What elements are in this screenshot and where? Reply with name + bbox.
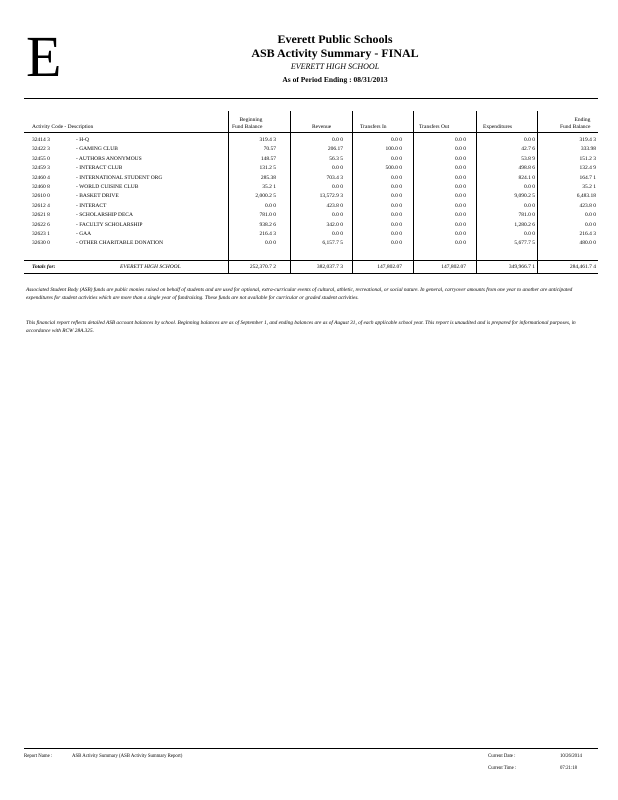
table-row (24, 183, 598, 192)
transfers-out: 0.0 0 (455, 155, 466, 162)
transfers-in: 0.0 0 (391, 202, 402, 209)
ending-balance: 151.2 3 (579, 155, 596, 162)
table-row (24, 221, 598, 230)
table-row (24, 239, 598, 248)
beginning-balance: 319.4 3 (259, 137, 276, 143)
activity-desc: - AUTHORS ANONYMOUS (76, 155, 142, 162)
transfers-in: 0.0 0 (391, 174, 402, 181)
total-beginning-balance: 252,370.7 2 (249, 264, 276, 270)
revenue: 423.8 0 (326, 202, 343, 209)
expenditures: 0.0 0 (524, 137, 535, 143)
total-ending-balance: 284,461.7 4 (569, 264, 596, 270)
beginning-balance: 2,000.2 5 (255, 193, 276, 200)
period-ending: As of Period Ending : 08/31/2013 (282, 75, 388, 84)
table-row (24, 202, 598, 211)
activity-desc: - INTERACT CLUB (76, 165, 123, 172)
beginning-balance: 781.0 0 (259, 212, 276, 219)
activity-desc: - INTERACT (76, 202, 107, 209)
transfers-out: 0.0 0 (455, 221, 466, 228)
footer-report-name: ASB Activity Summary (ASB Activity Summary Report) (72, 754, 183, 759)
footer-time: 07:21:18 (560, 766, 578, 771)
col-code-desc: Activity Code - Description (32, 124, 94, 130)
totals-school: EVERETT HIGH SCHOOL (120, 264, 181, 270)
col-ending-line2: Fund Balance (560, 124, 591, 130)
activity-desc: - WORLD CUISINE CLUB (76, 183, 139, 190)
table-row (24, 136, 598, 145)
footer-report-name-label: Report Name : (24, 754, 53, 759)
expenditures: 824.1 0 (518, 174, 535, 181)
transfers-in: 0.0 0 (391, 155, 402, 162)
expenditures: 1,280.2 6 (514, 221, 535, 228)
ending-balance: 164.7 1 (579, 174, 596, 181)
report-disclaimer-note: This financial report reflects detailed ASB account balances by school. Beginning balances are as of September 1, and ending balances are as of August 31, of each applicable school year. This report is unaudited and is prepared for informational purposes, in accordance with RCW 28A.325. (26, 320, 576, 334)
revenue: 56.3 5 (329, 155, 343, 162)
activity-code: 32459 3 (32, 165, 50, 172)
transfers-out: 0.0 0 (455, 183, 466, 190)
expenditures: 5,677.7 5 (514, 240, 535, 247)
activity-desc: - FACULTY SCHOLARSHIP (76, 221, 143, 228)
beginning-balance: 131.2 5 (259, 165, 276, 172)
totals-label: Totals for: (32, 264, 56, 270)
activity-table (24, 136, 598, 249)
col-expenditures: Expenditures (483, 124, 513, 130)
transfers-in: 500.0 0 (385, 165, 402, 172)
expenditures: 0.0 0 (524, 230, 535, 237)
revenue: 0.0 0 (332, 183, 343, 190)
footer-date: 10/26/2014 (560, 754, 582, 759)
col-transfers-out: Transfers Out (419, 124, 450, 130)
ending-balance: 6,483.18 (576, 193, 596, 200)
ending-balance: 216.4 3 (579, 230, 596, 237)
table-row (24, 174, 598, 183)
activity-desc: - SCHOLARSHIP DECA (76, 212, 133, 219)
table-row (24, 211, 598, 220)
col-transfers-in: Transfers In (360, 124, 387, 130)
activity-code: 32422 3 (32, 146, 50, 153)
ending-balance: 132.4 9 (579, 165, 596, 172)
transfers-out: 0.0 0 (455, 146, 466, 153)
ending-balance: 480.0 0 (579, 240, 596, 247)
total-transfers-in: 147,802.07 (377, 264, 402, 270)
activity-code: 32623 1 (32, 230, 50, 237)
expenditures: 42.7 6 (521, 146, 535, 153)
transfers-out: 0.0 0 (455, 202, 466, 209)
footer-time-label: Current Time : (488, 766, 517, 771)
col-beginning-line2: Fund Balance (232, 124, 263, 130)
activity-code: 32455 0 (32, 155, 50, 162)
table-row (24, 164, 598, 173)
transfers-out: 0.0 0 (455, 212, 466, 219)
expenditures: 781.0 0 (518, 212, 535, 219)
expenditures: 9,090.2 5 (514, 193, 535, 200)
beginning-balance: 148.57 (260, 155, 276, 162)
school-name: EVERETT HIGH SCHOOL (290, 62, 380, 71)
expenditures: 0.0 0 (524, 202, 535, 209)
transfers-in: 0.0 0 (391, 240, 402, 247)
table-row (24, 145, 598, 154)
activity-desc: - GAA (76, 230, 92, 237)
report-title: Everett Public Schools (277, 32, 393, 46)
transfers-in: 0.0 0 (391, 221, 402, 228)
expenditures: 53.8 9 (521, 155, 535, 162)
col-beginning-line1: Beginning (239, 117, 263, 123)
activity-code: 32622 6 (32, 221, 50, 228)
logo-letter: E (26, 24, 62, 89)
activity-code: 32460 4 (32, 174, 50, 181)
expenditures: 498.8 6 (518, 165, 535, 172)
column-header-rule (24, 132, 598, 133)
ending-balance: 423.8 0 (579, 202, 596, 209)
transfers-in: 0.0 0 (391, 193, 402, 200)
activity-desc: - GAMING CLUB (76, 146, 118, 153)
ending-balance: 319.4 3 (579, 137, 596, 143)
transfers-out: 0.0 0 (455, 137, 466, 143)
revenue: 0.0 0 (332, 137, 343, 143)
col-ending (560, 117, 590, 131)
transfers-out: 0.0 0 (455, 193, 466, 200)
total-transfers-out: 147,802.07 (441, 264, 466, 270)
beginning-balance: 216.4 3 (259, 230, 276, 237)
activity-code: 32630 0 (32, 240, 50, 247)
table-row (24, 230, 598, 239)
total-expenditures: 349,966.7 1 (508, 264, 535, 270)
beginning-balance: 285.38 (260, 174, 276, 181)
report-subtitle: ASB Activity Summary - FINAL (251, 46, 419, 60)
total-revenue: 382,037.7 3 (316, 264, 343, 270)
activity-desc: - H-Q (76, 137, 89, 143)
beginning-balance: 0.0 0 (265, 202, 276, 209)
transfers-in: 100.0 0 (385, 146, 402, 153)
activity-desc: - INTERNATIONAL STUDENT ORG (76, 174, 163, 181)
revenue: 0.0 0 (332, 230, 343, 237)
activity-code: 32612 4 (32, 202, 50, 209)
footer-date-label: Current Date : (488, 754, 516, 759)
revenue: 342.0 0 (326, 221, 343, 228)
ending-balance: 0.0 0 (585, 221, 596, 228)
ending-balance: 333.98 (580, 146, 596, 153)
transfers-in: 0.0 0 (391, 230, 402, 237)
col-revenue: Revenue (312, 124, 332, 130)
transfers-in: 0.0 0 (391, 183, 402, 190)
totals-top-rule (24, 260, 598, 261)
activity-desc: - OTHER CHARITABLE DONATION (76, 240, 164, 247)
revenue: 206.17 (327, 146, 343, 153)
transfers-in: 0.0 0 (391, 212, 402, 219)
footer-rule (24, 748, 598, 749)
transfers-out: 0.0 0 (455, 240, 466, 247)
transfers-in: 0.0 0 (391, 137, 402, 143)
transfers-out: 0.0 0 (455, 174, 466, 181)
expenditures: 0.0 0 (524, 183, 535, 190)
activity-code: 32610 0 (32, 193, 50, 200)
beginning-balance: 938.2 6 (259, 221, 276, 228)
ending-balance: 0.0 0 (585, 212, 596, 219)
beginning-balance: 70.57 (263, 146, 276, 153)
revenue: 6,157.7 5 (322, 240, 343, 247)
revenue: 0.0 0 (332, 165, 343, 172)
transfers-out: 0.0 0 (455, 165, 466, 172)
table-row (24, 155, 598, 164)
transfers-out: 0.0 0 (455, 230, 466, 237)
beginning-balance: 0.0 0 (265, 240, 276, 247)
revenue: 703.4 3 (326, 174, 343, 181)
totals-row (24, 262, 598, 272)
revenue: 0.0 0 (332, 212, 343, 219)
col-beginning (232, 117, 262, 131)
header-rule (24, 98, 598, 99)
ending-balance: 35.2 1 (582, 183, 596, 190)
col-ending-line1: Ending (574, 117, 591, 123)
beginning-balance: 35.2 1 (262, 183, 276, 190)
activity-code: 32460 8 (32, 183, 50, 190)
table-row (24, 192, 598, 201)
activity-code: 32621 8 (32, 212, 50, 219)
revenue: 13,572.9 3 (319, 193, 343, 200)
activity-desc: - BASKET DRIVE (76, 193, 119, 200)
activity-code: 32414 3 (32, 137, 50, 143)
asb-explanation-note: Associated Student Body (ASB) funds are public monies raised on behalf of students and are used for optional, extra-curricular events of cultural, athletic, recreational, or social nature. In general, carryover amounts from one year to another are anticipated expenditures for student activities which are more than a single year of fundraising. These funds are not available for curricular or graded student activities. (26, 287, 573, 301)
totals-bottom-rule (24, 273, 598, 274)
